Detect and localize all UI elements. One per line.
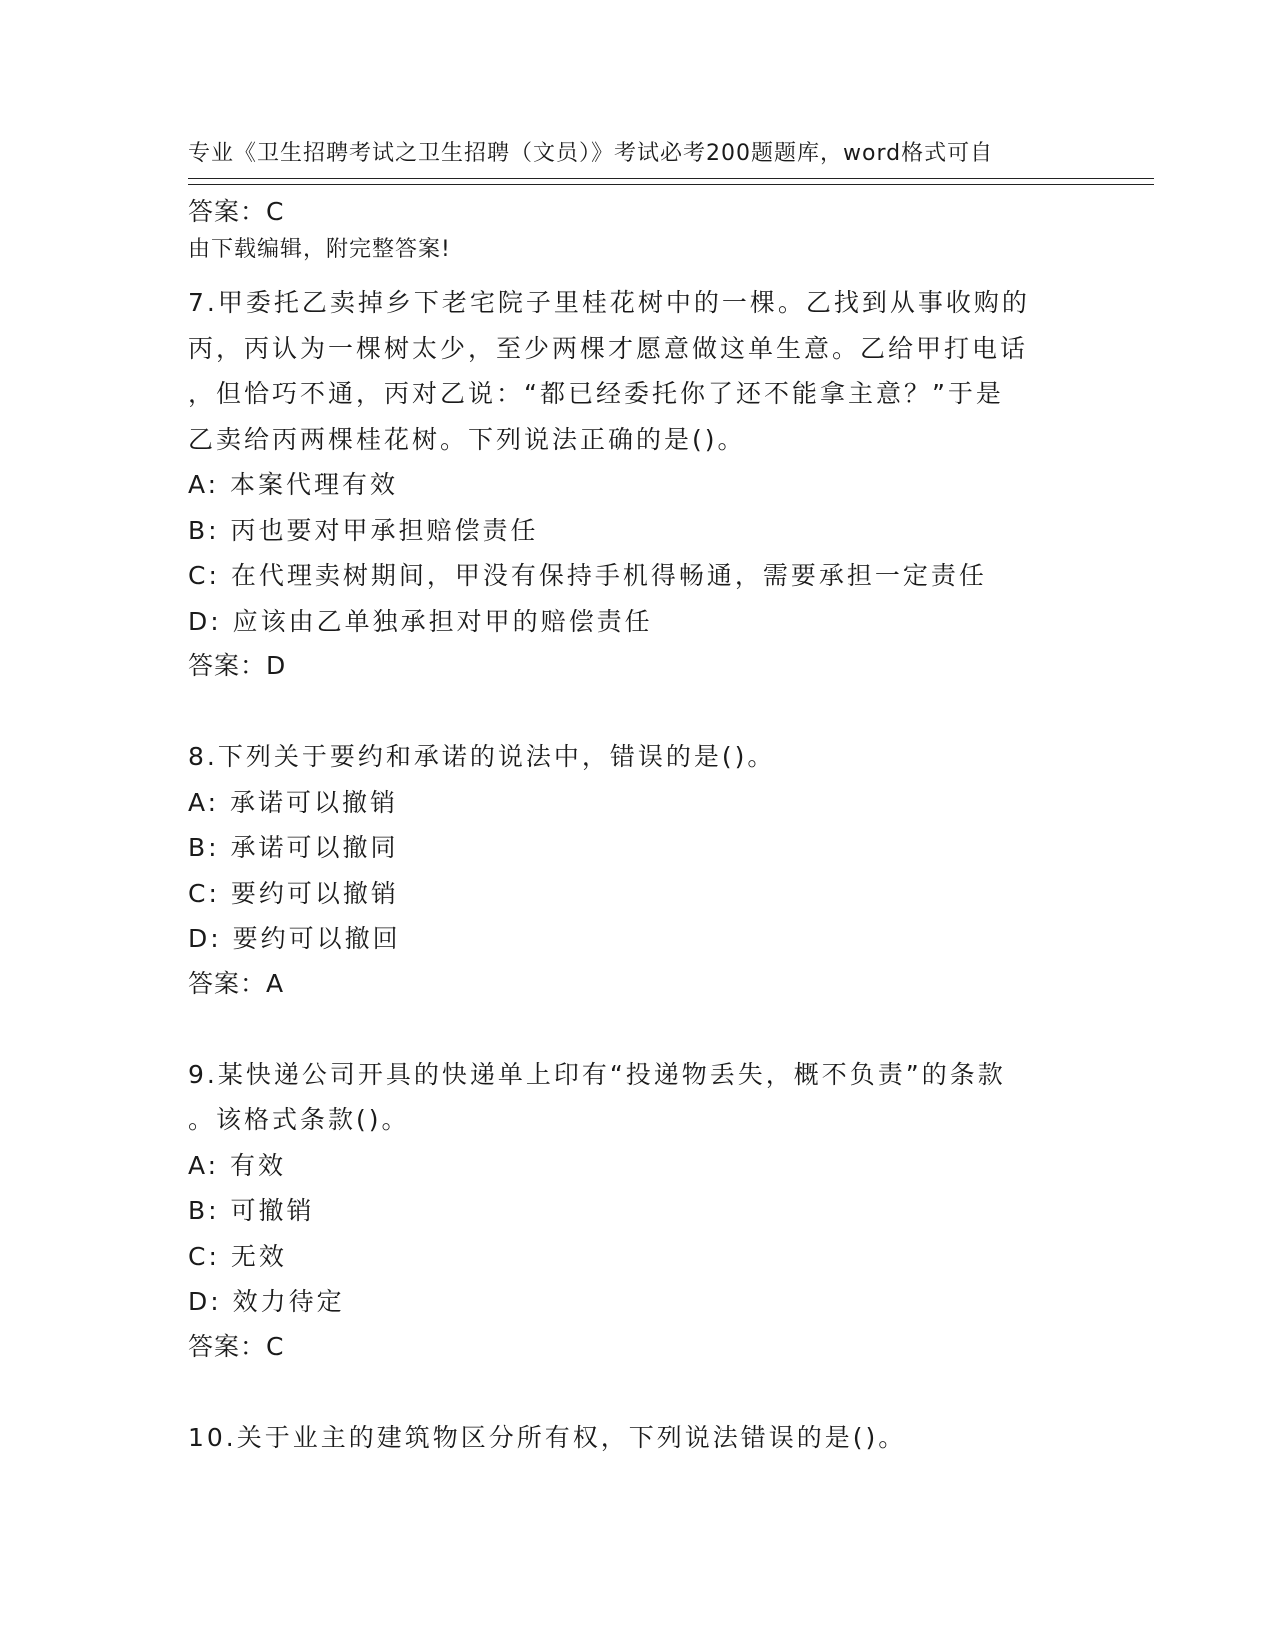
question-9-option-c: C: 无效 — [188, 1241, 287, 1271]
question-7-option-c: C: 在代理卖树期间，甲没有保持手机得畅通，需要承担一定责任 — [188, 561, 987, 590]
question-9-line-2: 。该格式条款()。 — [188, 1105, 410, 1134]
question-7-option-a: A: 本案代理有效 — [188, 470, 399, 499]
answer-q7: 答案：D — [188, 651, 287, 680]
question-10 — [188, 1415, 1068, 1461]
header-line-2: 由下载编辑，附完整答案! — [188, 237, 451, 262]
question-7-line-3: ，但恰巧不通，丙对乙说：“都已经委托你了还不能拿主意？”于是 — [188, 379, 1004, 408]
header-divider-top — [188, 178, 1154, 179]
spacer — [188, 234, 1068, 280]
question-7-line-2: 丙，丙认为一棵树太少，至少两棵才愿意做这单生意。乙给甲打电话 — [188, 333, 1029, 363]
answer-q6: 答案：C — [188, 197, 285, 226]
question-8-option-a: A: 承诺可以撤销 — [188, 787, 399, 817]
question-9 — [188, 1052, 1068, 1325]
question-7-option-b: B: 丙也要对甲承担赔偿责任 — [188, 515, 539, 545]
answer-q8: 答案：A — [188, 968, 285, 998]
question-8-option-b: B: 承诺可以撤同 — [188, 833, 399, 862]
question-7-line-4: 乙卖给丙两棵桂花树。下列说法正确的是()。 — [188, 424, 746, 454]
question-8-option-d: D: 要约可以撤回 — [188, 924, 401, 953]
spacer — [188, 688, 1068, 734]
question-9-option-a: A: 有效 — [188, 1150, 287, 1180]
header-divider-bottom — [188, 184, 1154, 185]
question-9-line-1: 9.某快递公司开具的快递单上印有“投递物丢失，概不负责”的条款 — [188, 1059, 1006, 1089]
spacer — [188, 1006, 1068, 1052]
question-9-option-b: B: 可撤销 — [188, 1196, 315, 1225]
question-7-line-1: 7.甲委托乙卖掉乡下老宅院子里桂花树中的一棵。乙找到从事收购的 — [188, 288, 1030, 317]
header-line-1: 专业《卫生招聘考试之卫生招聘（文员）》考试必考200题题库，word格式可自 — [188, 141, 994, 166]
spacer — [188, 1369, 1068, 1415]
question-7-option-d: D: 应该由乙单独承担对甲的赔偿责任 — [188, 606, 653, 636]
answer-q9: 答案：C — [188, 1331, 285, 1361]
question-8 — [188, 734, 1068, 962]
question-10-line-1: 10.关于业主的建筑物区分所有权，下列说法错误的是()。 — [188, 1422, 907, 1452]
question-9-option-d: D: 效力待定 — [188, 1287, 345, 1316]
question-7 — [188, 280, 1068, 644]
question-8-option-c: C: 要约可以撤销 — [188, 878, 399, 908]
document-body — [188, 190, 1068, 1460]
question-8-line-1: 8.下列关于要约和承诺的说法中，错误的是()。 — [188, 742, 776, 771]
